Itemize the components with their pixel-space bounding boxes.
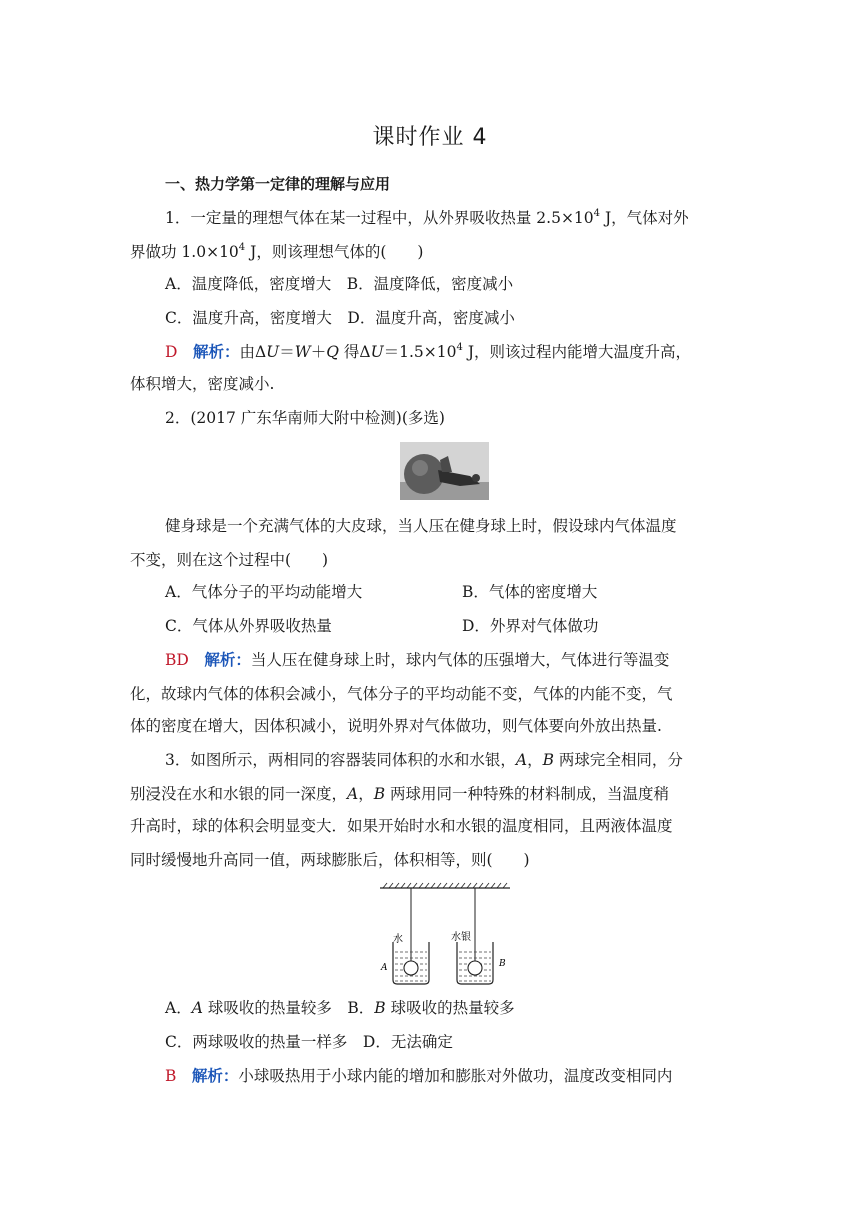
q1-analysis-line-1: D 解析：由ΔU＝W＋Q 得$\Delta U=1.5\times 10^4$ J，则该过程内能增大温度升高， [165, 342, 692, 361]
q1-option-d: D．温度升高，密度减小 [347, 309, 515, 327]
q3-option-b: B．B 球吸收的热量较多 [347, 999, 515, 1017]
q2-option-d: D．外界对气体做功 [462, 617, 599, 635]
q3-stem-line-4: 同时缓慢地升高同一值，两球膨胀后，体积相等，则( ) [130, 851, 530, 869]
q1-option-c: C．温度升高，密度增大 [165, 309, 332, 327]
q1-analysis-line-2: 体积增大，密度减小. [130, 375, 275, 393]
q1-answer: D [165, 343, 178, 361]
q3-options-row-2 [165, 1032, 730, 1052]
q3-answer: B [165, 1067, 177, 1085]
q2-options-row-2 [165, 616, 730, 636]
q1-option-a: A．温度降低，密度增大 [165, 275, 332, 293]
q2-analysis-label: 解析： [204, 650, 251, 669]
q2-option-b: B．气体的密度增大 [462, 583, 598, 601]
fitness-ball-illustration [400, 442, 489, 500]
label-water: 水 [393, 934, 403, 945]
containers-figure [375, 880, 515, 990]
q3-analysis-line-1: B 解析：小球吸热用于小球内能的增加和膨胀对外做功，温度改变相同内 [165, 1066, 673, 1085]
q2-analysis-line-3: 体的密度在增大，因体积减小，说明外界对气体做功，则气体要向外放出热量. [130, 717, 662, 735]
section-heading: 一、热力学第一定律的理解与应用 [165, 175, 391, 193]
q2-analysis-line-1: BD 解析：当人压在健身球上时，球内气体的压强增大，气体进行等温变 [165, 650, 670, 669]
q3-stem-line-3: 升高时，球的体积会明显变大．如果开始时水和水银的温度相同，且两液体温度 [130, 817, 673, 835]
q3-option-a: A．A 球吸收的热量较多 [165, 999, 332, 1017]
q1-option-b: B．温度降低，密度减小 [346, 275, 514, 293]
q2-analysis-line-2: 化，故球内气体的体积会减小，气体分子的平均动能不变，气体的内能不变，气 [130, 685, 673, 703]
fitness-ball-photo [400, 442, 489, 500]
beakers-diagram [375, 880, 515, 990]
label-mercury: 水银 [451, 932, 471, 943]
q2-answer: BD [165, 651, 189, 669]
q2-header: 2．(2017 广东华南师大附中检测)(多选) [165, 409, 445, 427]
q1-stem-line-2: 界做功 $1.0\times 10^4$ J，则该理想气体的( ) [130, 242, 424, 261]
q1-analysis-label: 解析： [192, 342, 240, 361]
page-title: 课时作业 4 [372, 125, 488, 150]
q3-stem-line-2: 别浸没在水和水银的同一深度，A，B 两球用同一种特殊的材料制成，当温度稍 [130, 785, 670, 803]
q2-stem-line-2: 不变，则在这个过程中( ) [130, 551, 329, 569]
q3-analysis-label: 解析： [191, 1066, 239, 1085]
q1-options-row-1 [165, 274, 730, 294]
q2-stem-line-1: 健身球是一个充满气体的大皮球，当人压在健身球上时，假设球内气体温度 [165, 517, 677, 535]
q2-option-a: A．气体分子的平均动能增大 [165, 583, 363, 601]
q2-options-row-1 [165, 582, 730, 602]
q1-options-row-2 [165, 308, 730, 328]
label-b: B [499, 959, 506, 969]
q3-stem-line-1: 3．如图所示，两相同的容器装同体积的水和水银，A，B 两球完全相同，分 [165, 751, 683, 769]
q3-option-c: C．两球吸收的热量一样多 [165, 1033, 348, 1051]
q3-option-d: D．无法确定 [362, 1033, 453, 1051]
q1-stem-line-1: 1．一定量的理想气体在某一过程中，从外界吸收热量 $2.5\times 10^4$ J，气体对外 [165, 208, 689, 227]
label-a: A [381, 963, 388, 973]
q3-options-row-1 [165, 998, 730, 1018]
q2-option-c: C．气体从外界吸收热量 [165, 617, 332, 635]
